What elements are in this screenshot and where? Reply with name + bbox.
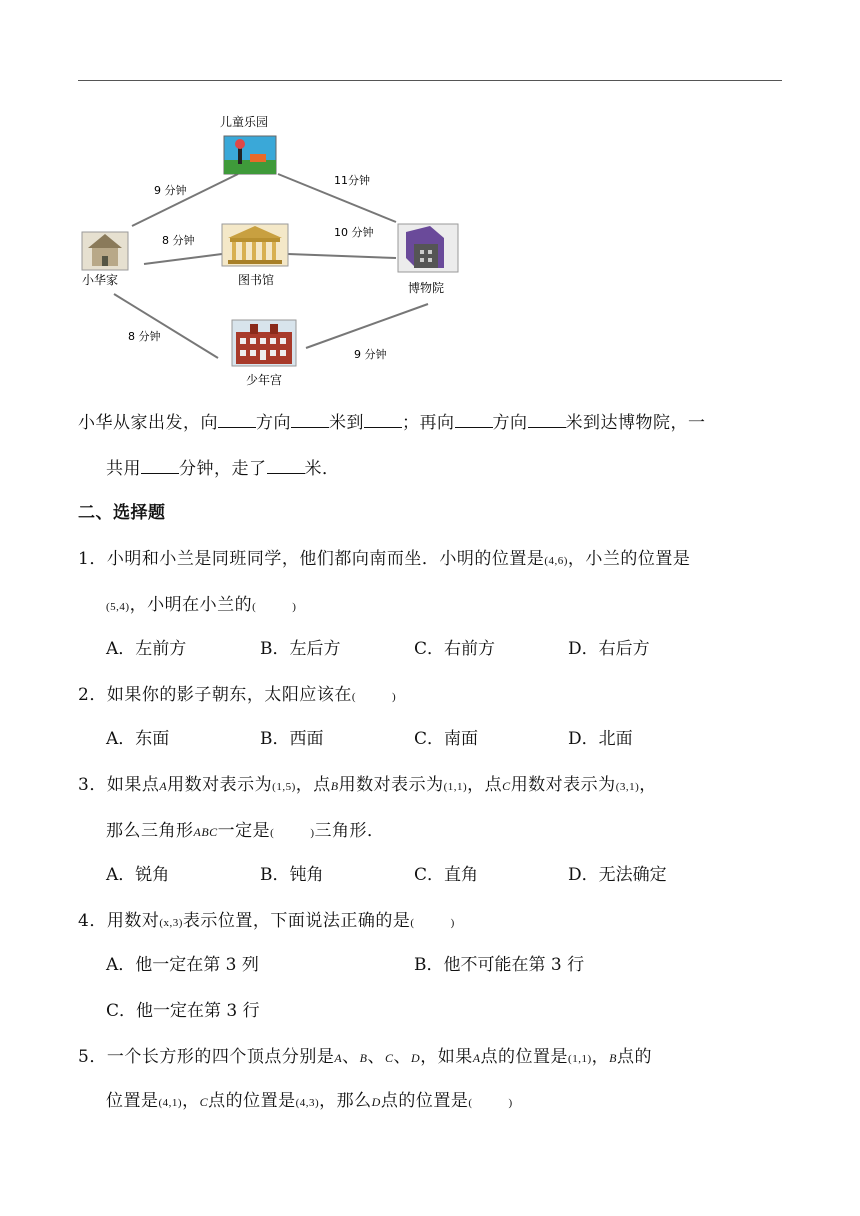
q2-option-b[interactable]: B．西面 xyxy=(260,729,324,749)
question-text: ，小兰的位置是 xyxy=(567,549,691,569)
question-text: 位置是 xyxy=(106,1091,159,1111)
coordinate: (5,4) xyxy=(106,601,130,613)
q4-option-a[interactable]: A．他一定在第 3 列 xyxy=(106,955,259,975)
question-text: 4．用数对 xyxy=(78,911,160,931)
answer-paren-open: ( xyxy=(410,917,415,929)
coordinate: (3,1) xyxy=(615,781,640,793)
q1-option-d[interactable]: D．右后方 xyxy=(568,639,650,659)
question-text: 点的位置是 xyxy=(208,1091,296,1111)
fill-text: 方向 xyxy=(492,413,528,433)
question-1-line2 xyxy=(106,590,296,615)
answer-paren-open: ( xyxy=(252,601,257,613)
separator: 、 xyxy=(393,1047,412,1067)
question-text: 点的 xyxy=(616,1047,652,1067)
fill-text: ；再向 xyxy=(402,413,455,433)
place-label-park: 儿童乐园 xyxy=(220,115,269,129)
edge-label-home-park: 9 分钟 xyxy=(154,184,187,197)
fill-text: 米到达博物院，一 xyxy=(565,413,706,433)
question-text: 点的位置是 xyxy=(380,1091,469,1111)
coordinate: (1,1) xyxy=(443,781,468,793)
question-text: 3．如果点 xyxy=(78,775,160,795)
place-label-museum: 博物院 xyxy=(408,281,445,295)
point-label: C xyxy=(385,1051,394,1065)
question-text: 一定是 xyxy=(217,821,271,841)
question-text: 那么三角形 xyxy=(106,821,194,841)
edge-label-home-library: 8 分钟 xyxy=(162,234,195,247)
park-picture xyxy=(224,136,276,174)
place-label-home: 小华家 xyxy=(82,273,119,287)
question-text: 2．如果你的影子朝东，太阳应该在 xyxy=(78,685,352,705)
question-5-line1 xyxy=(78,1042,652,1067)
q2-option-c[interactable]: C．南面 xyxy=(414,729,479,749)
edge-library-museum xyxy=(288,254,396,258)
answer-paren-close: ) xyxy=(392,691,397,703)
q4-option-c[interactable]: C．他一定在第 3 行 xyxy=(106,1001,260,1021)
coordinate: (4,1) xyxy=(158,1097,183,1109)
point-label: A xyxy=(472,1051,481,1065)
q3-option-c[interactable]: C．直角 xyxy=(414,865,479,885)
answer-blank[interactable] xyxy=(218,413,256,428)
fill-text: 共用 xyxy=(106,459,141,479)
answer-blank[interactable] xyxy=(291,413,329,428)
edge-home-palace xyxy=(114,294,218,358)
q2-option-d[interactable]: D．北面 xyxy=(568,729,633,749)
point-label: B xyxy=(359,1051,368,1065)
question-text: 用数对表示为 xyxy=(338,775,444,795)
fill-question-line2 xyxy=(106,454,340,479)
q1-option-a[interactable]: A．左前方 xyxy=(106,639,187,659)
answer-blank[interactable] xyxy=(267,459,305,474)
q3-option-a[interactable]: A．锐角 xyxy=(106,865,170,885)
route-map xyxy=(78,108,478,396)
coordinate: (1,1) xyxy=(568,1053,592,1065)
question-text: 用数对表示为 xyxy=(510,775,616,795)
edge-label-home-palace: 8 分钟 xyxy=(128,330,161,343)
edge-palace-museum xyxy=(306,304,428,348)
q1-option-c[interactable]: C．右前方 xyxy=(414,639,496,659)
edge-home-park xyxy=(132,174,238,226)
q3-option-d[interactable]: D．无法确定 xyxy=(568,865,667,885)
fill-text: 米． xyxy=(304,459,340,479)
separator: 、 xyxy=(342,1047,360,1067)
question-5-line2 xyxy=(106,1086,513,1111)
edge-label-palace-museum: 9 分钟 xyxy=(354,348,387,361)
question-text: ，点 xyxy=(295,775,331,795)
fill-text: 方向 xyxy=(256,413,291,433)
question-text: 点的位置是 xyxy=(480,1047,569,1067)
point-label: B xyxy=(609,1051,617,1065)
fill-text: 米到 xyxy=(329,413,364,433)
question-2-line1 xyxy=(78,680,396,705)
point-label: A xyxy=(334,1051,343,1065)
coordinate: (4,3) xyxy=(295,1097,320,1109)
library-picture xyxy=(222,224,288,266)
question-4-line1 xyxy=(78,906,455,931)
answer-paren-open: ( xyxy=(351,691,356,703)
question-text: ， xyxy=(182,1091,200,1111)
museum-picture xyxy=(398,224,458,272)
question-text: 1．小明和小兰是同班同学，他们都向南而坐．小明的位置是 xyxy=(78,549,545,569)
place-label-library: 图书馆 xyxy=(238,273,275,287)
question-text: ， xyxy=(591,1047,610,1067)
youth-palace-picture xyxy=(232,320,296,366)
fill-text: 分钟，走了 xyxy=(179,459,267,479)
answer-paren-open: ( xyxy=(468,1097,473,1109)
answer-blank[interactable] xyxy=(364,413,402,428)
point-label: D xyxy=(411,1051,421,1065)
question-text: 用数对表示为 xyxy=(167,775,273,795)
coordinate: (4,6) xyxy=(544,555,568,567)
place-label-youth-palace: 少年宫 xyxy=(246,373,283,387)
section-title: 二、选择题 xyxy=(78,503,166,523)
question-text: ，点 xyxy=(467,775,503,795)
answer-paren-open: ( xyxy=(270,827,275,839)
separator: 、 xyxy=(367,1047,386,1067)
q1-option-b[interactable]: B．左后方 xyxy=(260,639,341,659)
question-3-line1 xyxy=(78,770,657,795)
question-text: 5．一个长方形的四个顶点分别是 xyxy=(78,1047,335,1067)
fill-question-line1 xyxy=(78,408,706,433)
header-rule xyxy=(78,80,782,81)
fill-text: 小华从家出发，向 xyxy=(78,413,218,433)
point-label: B xyxy=(330,779,339,793)
answer-paren-close: ) xyxy=(292,601,297,613)
point-label: C xyxy=(502,779,511,793)
answer-paren-close: ) xyxy=(310,827,315,839)
question-text: ， xyxy=(639,775,657,795)
answer-paren-close: ) xyxy=(450,917,455,929)
answer-blank[interactable] xyxy=(528,413,566,428)
triangle-label: ABC xyxy=(193,825,218,839)
question-text: 三角形． xyxy=(314,821,385,841)
point-label: A xyxy=(159,779,168,793)
q2-option-a[interactable]: A．东面 xyxy=(106,729,170,749)
question-text: 表示位置，下面说法正确的是 xyxy=(182,911,411,931)
answer-blank[interactable] xyxy=(455,413,493,428)
question-3-line2 xyxy=(106,816,385,841)
answer-paren-close: ) xyxy=(508,1097,513,1109)
edge-home-library xyxy=(144,254,222,264)
point-label: D xyxy=(371,1095,381,1109)
question-text: ，如果 xyxy=(420,1047,473,1067)
question-text: ，小明在小兰的 xyxy=(129,595,253,615)
home-picture xyxy=(82,232,128,270)
question-1-line1 xyxy=(78,544,690,569)
point-label: C xyxy=(199,1095,209,1109)
coordinate: (1,5) xyxy=(272,781,296,793)
q3-option-b[interactable]: B．钝角 xyxy=(260,865,324,885)
coordinate: (x,3) xyxy=(159,917,183,929)
edge-label-library-museum: 10 分钟 xyxy=(334,226,374,239)
q4-option-b[interactable]: B．他不可能在第 3 行 xyxy=(414,955,585,975)
question-text: ，那么 xyxy=(319,1091,372,1111)
answer-blank[interactable] xyxy=(141,459,179,474)
edge-label-park-museum: 11分钟 xyxy=(334,174,370,187)
